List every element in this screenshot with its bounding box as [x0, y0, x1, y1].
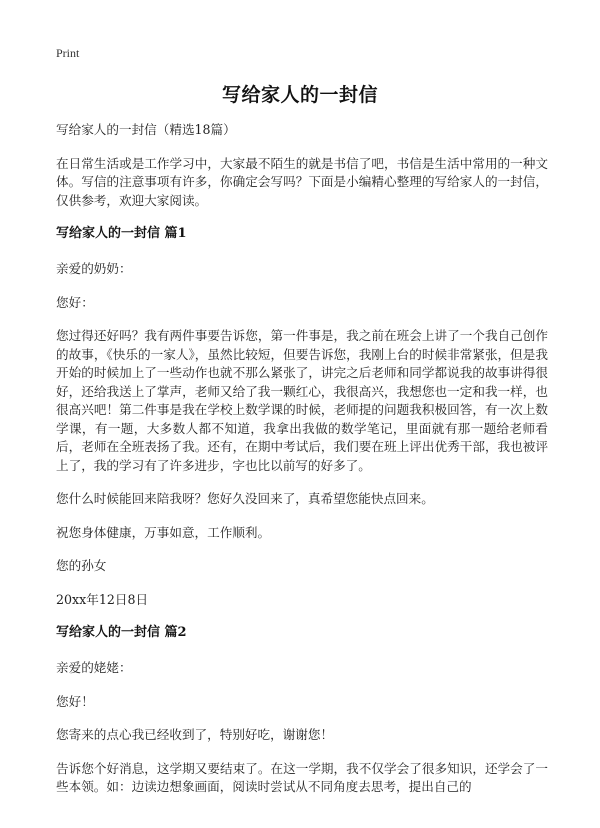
- letter2-salutation: 亲爱的姥姥：: [56, 660, 132, 675]
- page-title: 写给家人的一封信: [221, 84, 378, 106]
- letter1-greeting: 您好：: [56, 294, 94, 310]
- subtitle: 写给家人的一封信（精选18篇）: [56, 122, 236, 137]
- print-link[interactable]: Print: [56, 46, 80, 60]
- letter2-heading: 写给家人的一封信 篇2: [56, 625, 187, 640]
- intro-paragraph: 在日常生活或是工作学习中，大家最不陌生的就是书信了吧，书信是生活中常用的一种文体。写信的注意事项有许多，你确定会写吗？下面是小编精心整理的写给家人的一封信，仅供参考，欢迎大家阅读。: [56, 155, 548, 208]
- letter1-date: 20xx年12日8日: [56, 591, 149, 607]
- document-body: [56, 121, 548, 812]
- letter1-sign: 您的孙女: [56, 558, 107, 573]
- letter2-greeting: 您好！: [56, 693, 94, 709]
- letter1-salutation: 亲爱的奶奶：: [56, 261, 132, 276]
- letter1-heading: 写给家人的一封信 篇1: [56, 226, 187, 241]
- letter1-question: 您什么时候能回来陪我呀？您好久没回来了，真希望您能快点回来。: [56, 491, 434, 506]
- letter2-thanks: 您寄来的点心我已经收到了，特别好吃，谢谢您！: [56, 727, 334, 742]
- letter1-body: 您过得还好吗？我有两件事要告诉您，第一件事是，我之前在班会上讲了一个我自己创作的故事，《快乐的一家人》，虽然比较短，但要告诉您，我刚上台的时候非常紧张，但是我开始的时候加上了一些动作也就不那么紧张了，讲完之后老师和同学都说我的故事讲得很好，还给我送上了掌声，老师又给了我一颗红心，我很高兴，我想您也一定和我一样，也很高兴吧！第二件事是我在学校上数学课的时候，老师提的问题我积极回答，有一次上数学课，有一题，大多数人都不知道，我拿出我做的数学笔记，里面就有那一题给老师看后，老师在全班表扬了我。还有，在期中考试后，我们要在班上评出优秀干部，我也被评上了，我的学习有了许多进步，字也比以前写的好多了。: [56, 328, 548, 473]
- letter1-wish: 祝您身体健康，万事如意，工作顺利。: [56, 524, 271, 540]
- letter2-body: 告诉您个好消息，这学期又要结束了。在这一学期，我不仅学会了很多知识，还学会了一些本领。如：边读边想象画面，阅读时尝试从不同角度去思考，提出自己的: [56, 760, 548, 794]
